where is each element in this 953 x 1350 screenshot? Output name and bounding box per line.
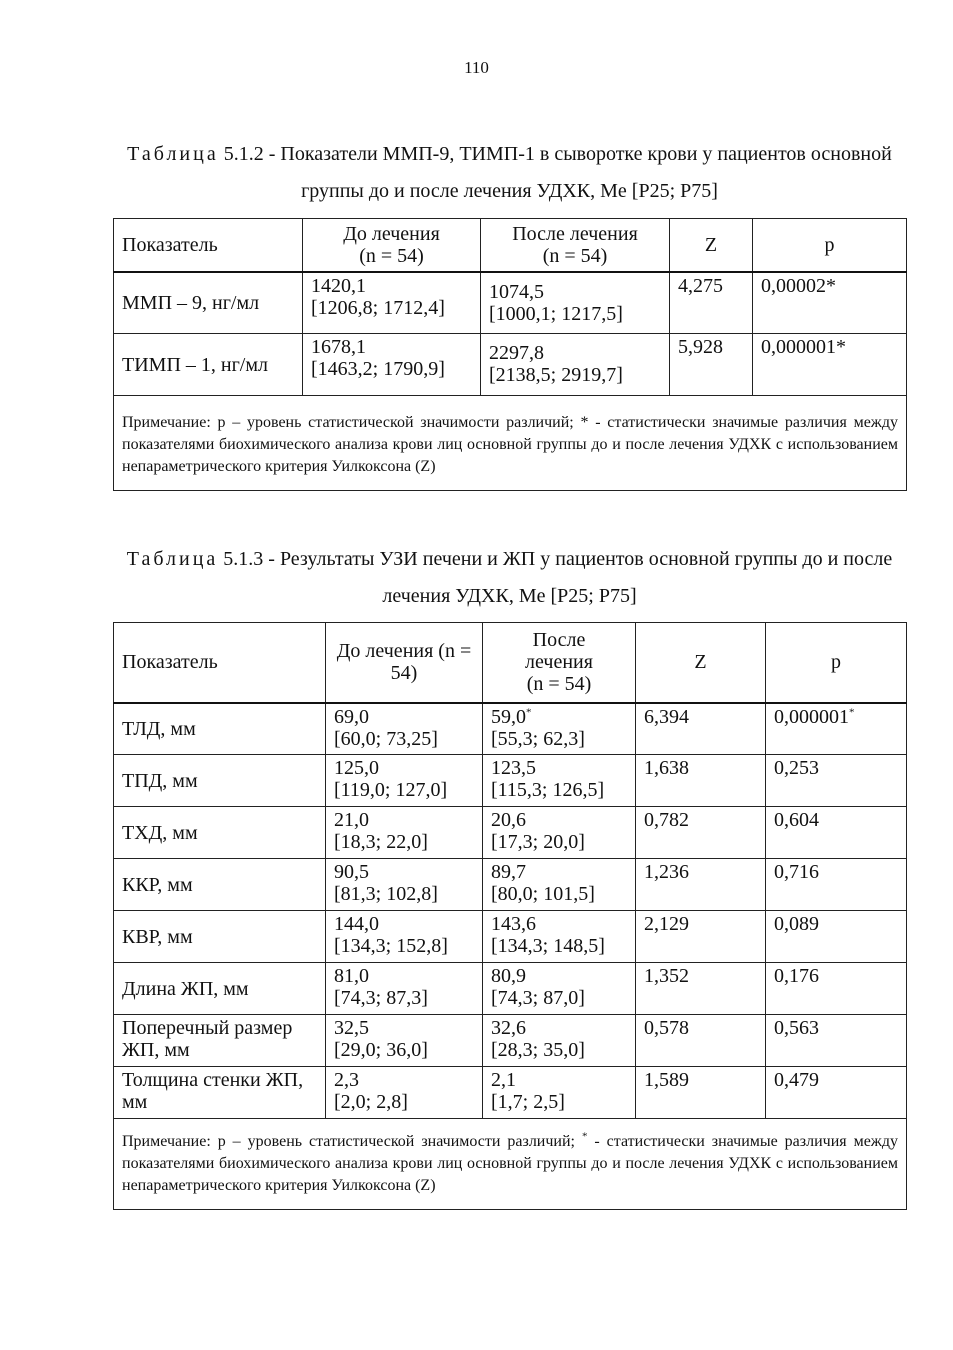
row-before	[326, 1067, 483, 1119]
row-after-median: 123,5	[491, 757, 536, 779]
table-row	[114, 1067, 907, 1119]
row-before-iqr: [29,0; 36,0]	[334, 1039, 428, 1061]
row-after	[483, 703, 636, 755]
table2-caption-word: Таблица	[126, 548, 219, 570]
row-after-iqr: [55,3; 62,3]	[491, 727, 585, 750]
row-before-median: 144,0	[334, 913, 379, 935]
row-after-median: 20,6	[491, 809, 526, 831]
row-after	[483, 859, 636, 911]
row-z: 4,275	[670, 272, 753, 334]
row-after-median: 2297,8	[489, 342, 544, 364]
table1-header-row	[114, 219, 907, 272]
table2-header-z: Z	[636, 623, 766, 703]
row-z: 0,578	[636, 1015, 766, 1067]
row-p: 0,563	[766, 1015, 907, 1067]
table1-header-before	[303, 219, 481, 272]
table2-header-after-line2: лечения	[525, 651, 593, 674]
row-p: 0,00002*	[753, 272, 907, 334]
page-number: 110	[464, 58, 489, 77]
row-before-median: 2,3	[334, 1069, 359, 1091]
table2-note	[114, 1119, 907, 1210]
row-z: 1,352	[636, 963, 766, 1015]
row-z: 0,782	[636, 807, 766, 859]
row-after	[483, 911, 636, 963]
row-after	[483, 755, 636, 807]
row-z: 1,236	[636, 859, 766, 911]
row-before	[303, 272, 481, 334]
row-before-iqr: [60,0; 73,25]	[334, 727, 438, 750]
table1-header-z: Z	[670, 219, 753, 272]
table2-header-p: p	[766, 623, 907, 703]
row-p: 0,089	[766, 911, 907, 963]
row-p: 0,253	[766, 755, 907, 807]
row-indicator: ТИМП – 1, нг/мл	[114, 334, 303, 396]
table2-header-indicator: Показатель	[114, 623, 326, 703]
row-after-iqr: [74,3; 87,0]	[491, 987, 585, 1009]
row-indicator: ТХД, мм	[114, 807, 326, 859]
row-before	[326, 859, 483, 911]
table2-header-row	[114, 623, 907, 703]
row-after-median: 80,9	[491, 965, 526, 987]
table-row	[114, 755, 907, 807]
significance-mark: *	[849, 705, 855, 718]
row-indicator: ТПД, мм	[114, 755, 326, 807]
row-z: 2,129	[636, 911, 766, 963]
row-after-iqr: [28,3; 35,0]	[491, 1039, 585, 1061]
table2-caption	[113, 541, 906, 615]
table-row	[114, 272, 907, 334]
row-after	[481, 272, 670, 334]
row-z: 5,928	[670, 334, 753, 396]
table1-header-after-label: После лечения	[512, 222, 638, 245]
significance-mark: *	[526, 705, 532, 718]
table1-caption	[113, 136, 906, 210]
row-p: 0,000001*	[753, 334, 907, 396]
row-before-iqr: [1206,8; 1712,4]	[311, 296, 445, 319]
table2-header-after	[483, 623, 636, 703]
table2-header-before: До лечения (n = 54)	[326, 623, 483, 703]
row-indicator: ММП – 9, нг/мл	[114, 272, 303, 334]
table1-header-after	[481, 219, 670, 272]
row-after-iqr: [1000,1; 1217,5]	[489, 302, 623, 325]
table-row	[114, 911, 907, 963]
row-after-iqr: [80,0; 101,5]	[491, 883, 595, 905]
row-z: 6,394	[636, 703, 766, 755]
table1-caption-text: 5.1.2 - Показатели ММП-9, ТИМП-1 в сыворотке крови у пациентов основной группы до и после лечения УДХК, Me [P25; P75]	[218, 143, 892, 202]
row-before-iqr: [74,3; 87,3]	[334, 987, 428, 1009]
table1	[113, 218, 907, 491]
row-z: 1,589	[636, 1067, 766, 1119]
table2-note-end: - статистически значимые различия между показателями биохимического анализа крови лиц основной группы до и после лечения УДХК с использованием непараметрического критерия Уилкоксона (Z)	[122, 1133, 898, 1194]
row-after-median-line	[491, 706, 627, 728]
table2-header-after-n: (n = 54)	[526, 673, 592, 696]
row-after-iqr: [2138,5; 2919,7]	[489, 364, 623, 386]
table1-header-indicator: Показатель	[114, 219, 303, 272]
row-before	[326, 963, 483, 1015]
row-before-median: 81,0	[334, 965, 369, 987]
row-after-median: 1074,5	[489, 280, 544, 303]
row-after-iqr: [1,7; 2,5]	[491, 1091, 565, 1113]
row-after-median: 143,6	[491, 913, 536, 935]
row-after-median: 2,1	[491, 1069, 516, 1091]
table1-note: Примечание: р – уровень статистической значимости различий; * - статистически значимые различия между показателями биохимического анализа крови лиц основной группы до и после лечения УДХК с использованием непараметрического критерия Уилкоксона (Z)	[114, 396, 907, 491]
table1-header-before-label: До лечения	[343, 222, 440, 245]
table1-header-after-n: (n = 54)	[542, 244, 608, 267]
table2-caption-text: 5.1.3 - Результаты УЗИ печени и ЖП у пациентов основной группы до и после лечения УДХК, Me [P25; P75]	[218, 548, 893, 607]
row-before-iqr: [119,0; 127,0]	[334, 779, 448, 801]
row-p: 0,716	[766, 859, 907, 911]
row-after	[483, 1015, 636, 1067]
table2-header-after-line1: После	[532, 629, 586, 652]
row-after-median: 59,0	[491, 705, 526, 728]
row-before-iqr: [2,0; 2,8]	[334, 1091, 408, 1113]
table-row	[114, 334, 907, 396]
row-p	[766, 703, 907, 755]
row-z: 1,638	[636, 755, 766, 807]
row-before	[326, 911, 483, 963]
row-before-iqr: [1463,2; 1790,9]	[311, 358, 445, 380]
row-before-median: 125,0	[334, 757, 379, 779]
table-row	[114, 859, 907, 911]
row-indicator: КВР, мм	[114, 911, 326, 963]
row-after-iqr: [115,3; 126,5]	[491, 779, 605, 801]
row-indicator: Поперечный размер ЖП, мм	[114, 1015, 326, 1067]
row-before-iqr: [134,3; 152,8]	[334, 935, 448, 957]
row-before-median: 1420,1	[311, 274, 366, 297]
row-after-iqr: [17,3; 20,0]	[491, 831, 585, 853]
table-row	[114, 703, 907, 755]
row-before-median: 1678,1	[311, 336, 366, 358]
row-before	[326, 807, 483, 859]
row-after	[481, 334, 670, 396]
row-after	[483, 807, 636, 859]
row-after-median: 89,7	[491, 861, 526, 883]
row-before-median: 21,0	[334, 809, 369, 831]
table2	[113, 622, 907, 1210]
table2-note-row	[114, 1119, 907, 1210]
row-indicator: Длина ЖП, мм	[114, 963, 326, 1015]
significance-mark: *	[581, 1130, 588, 1143]
table-row	[114, 1015, 907, 1067]
row-before-median: 32,5	[334, 1017, 369, 1039]
row-indicator: ККР, мм	[114, 859, 326, 911]
row-after-iqr: [134,3; 148,5]	[491, 935, 605, 957]
table2-note-start: Примечание: р – уровень статистической значимости различий;	[122, 1133, 582, 1150]
row-p: 0,176	[766, 963, 907, 1015]
row-before	[326, 703, 483, 755]
row-before-iqr: [18,3; 22,0]	[334, 831, 428, 853]
table1-caption-word: Таблица	[127, 143, 219, 165]
table1-header-p: p	[753, 219, 907, 272]
row-indicator: Толщина стенки ЖП, мм	[114, 1067, 326, 1119]
row-before	[326, 1015, 483, 1067]
row-p-value: 0,000001	[774, 705, 849, 728]
row-after-median: 32,6	[491, 1017, 526, 1039]
table1-note-row	[114, 396, 907, 491]
row-indicator: ТЛД, мм	[114, 703, 326, 755]
row-before-iqr: [81,3; 102,8]	[334, 883, 438, 905]
row-before-median: 69,0	[334, 705, 369, 728]
row-p: 0,479	[766, 1067, 907, 1119]
table-row	[114, 807, 907, 859]
row-after	[483, 963, 636, 1015]
row-p: 0,604	[766, 807, 907, 859]
row-after	[483, 1067, 636, 1119]
row-before-median: 90,5	[334, 861, 369, 883]
row-before	[303, 334, 481, 396]
table1-header-before-n: (n = 54)	[359, 244, 424, 267]
table-row	[114, 963, 907, 1015]
row-before	[326, 755, 483, 807]
